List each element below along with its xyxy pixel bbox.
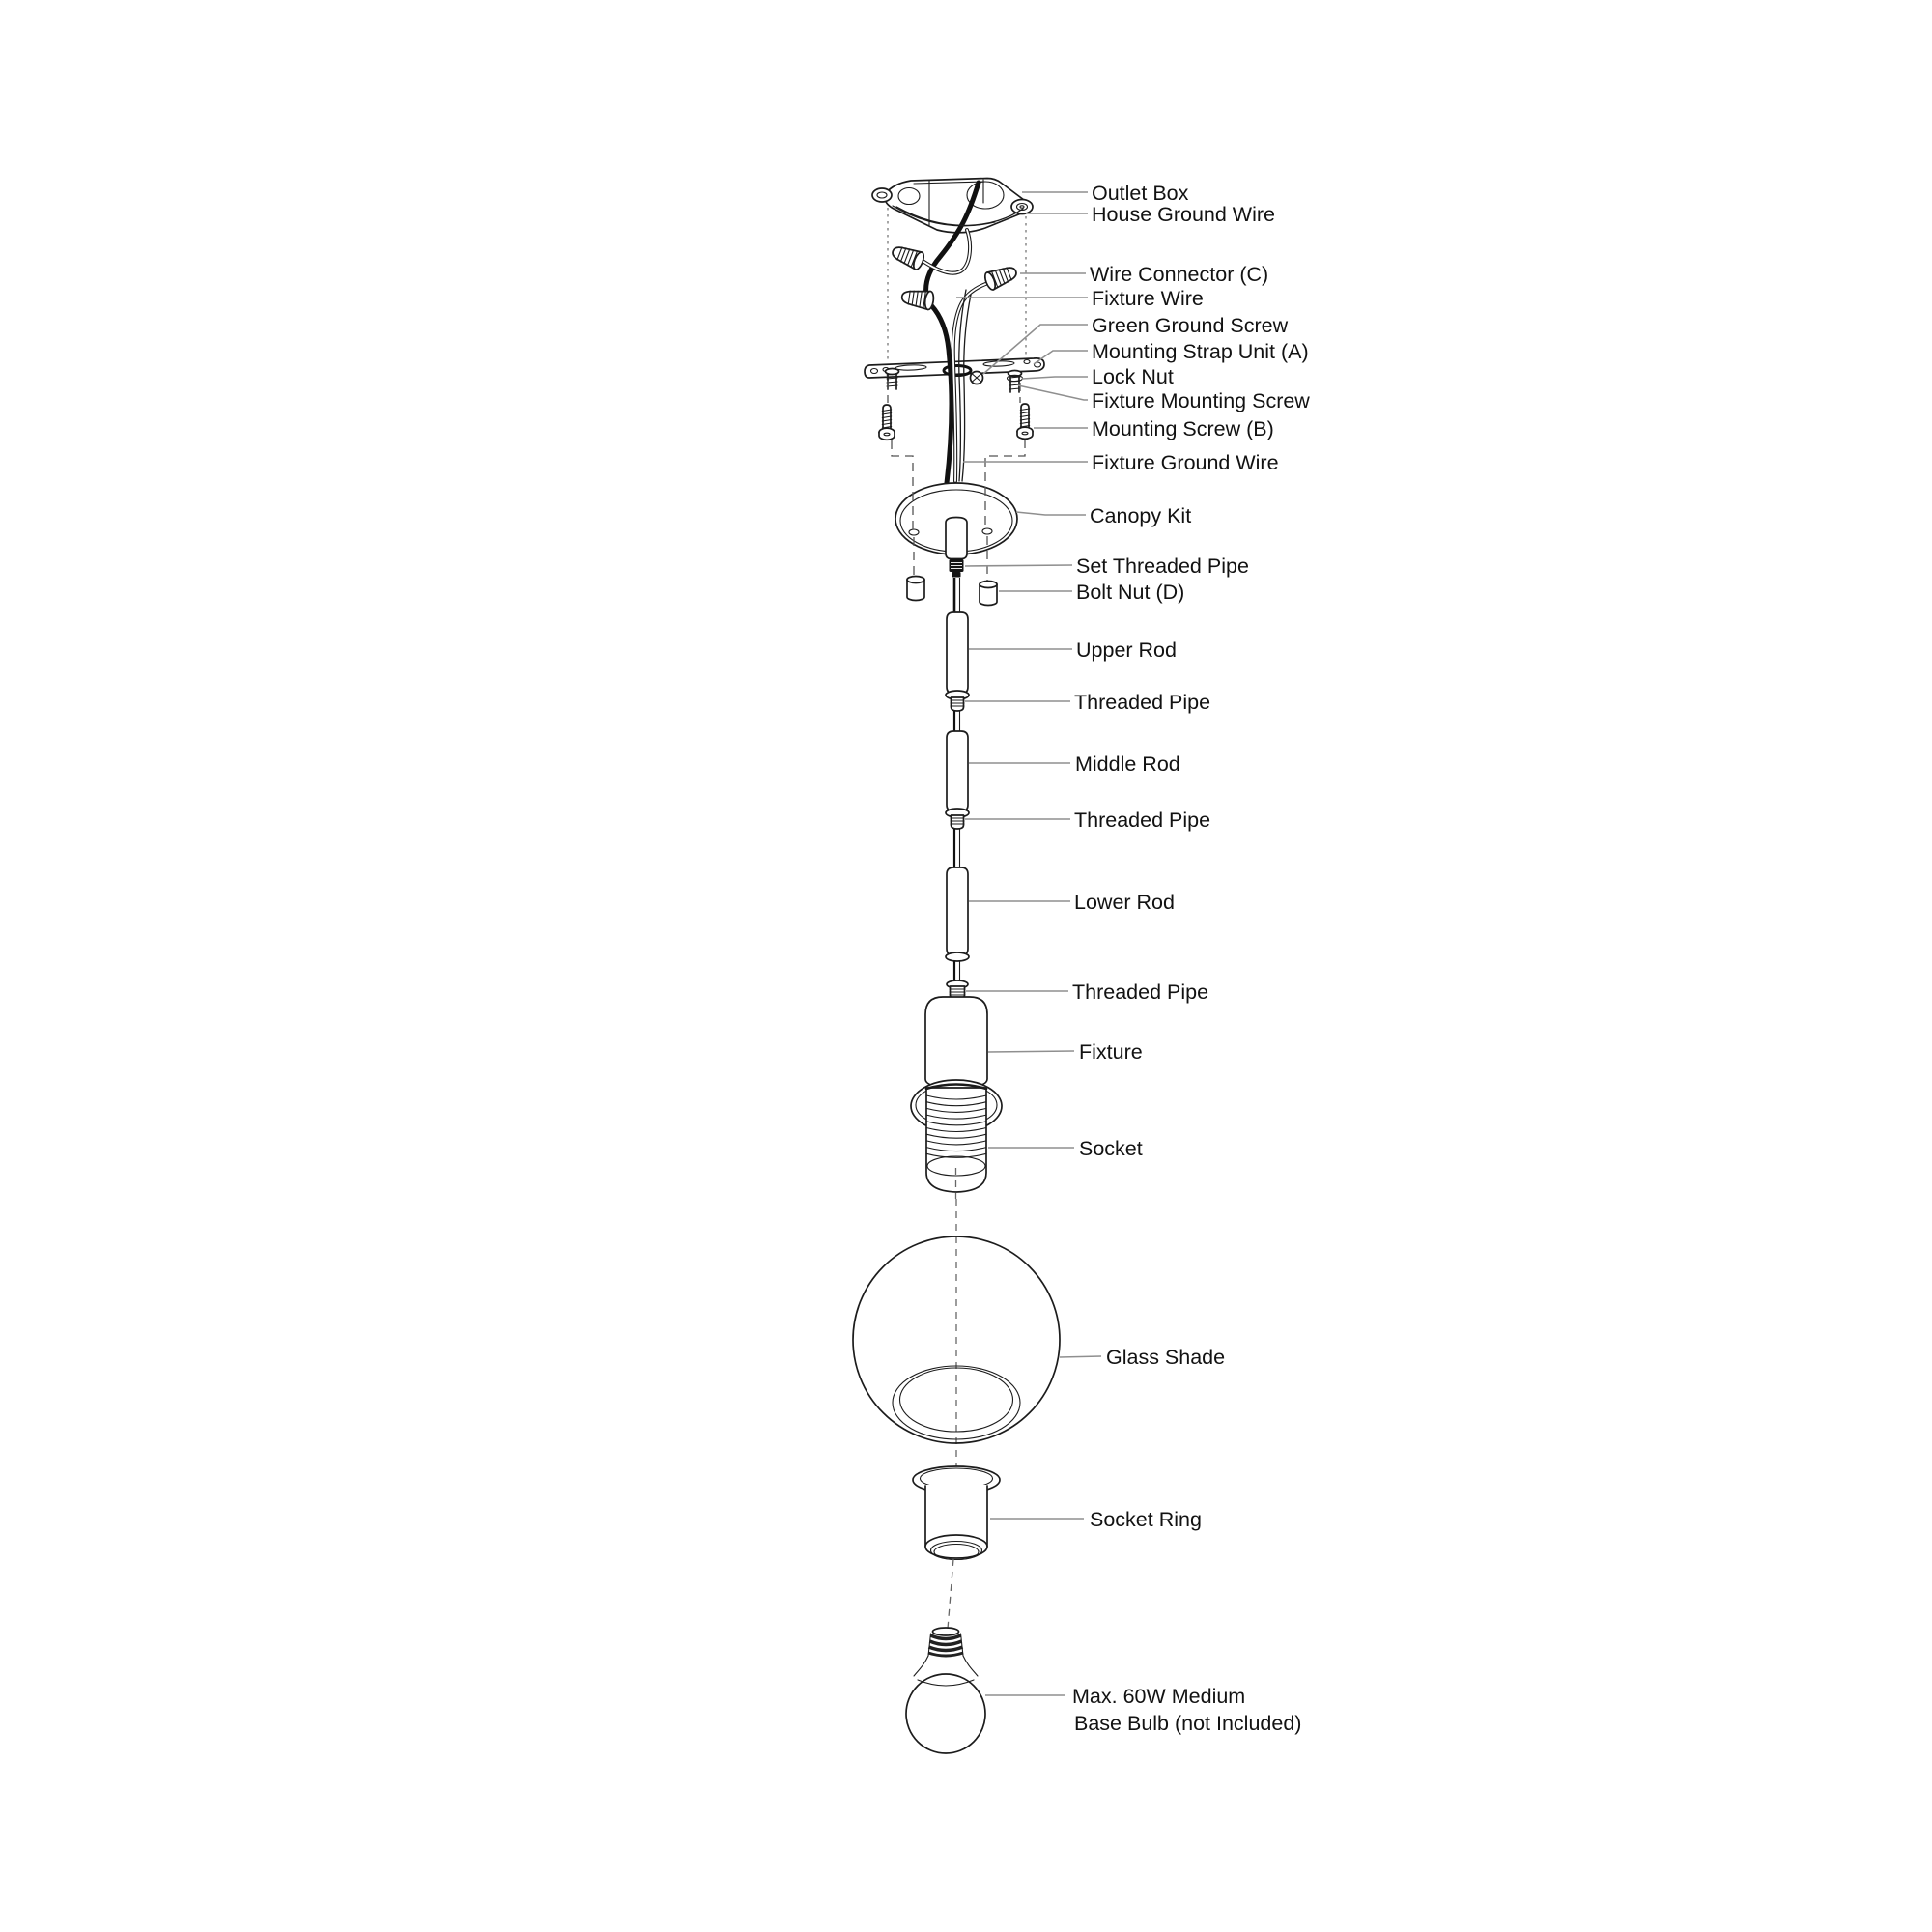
labels [1072, 182, 1310, 1735]
knockout-circle [898, 188, 920, 205]
wire-connector-1 [890, 242, 925, 270]
mounting-screw-left [879, 405, 895, 440]
label-fixture-ground-wire: Fixture Ground Wire [1092, 451, 1279, 474]
outlet-box-ear-right [1011, 200, 1033, 214]
fixture-wires [896, 207, 1023, 481]
label-wire-connector: Wire Connector (C) [1090, 263, 1269, 286]
label-upper-rod: Upper Rod [1076, 639, 1177, 662]
label-bulb-line1: Max. 60W Medium [1072, 1685, 1246, 1708]
label-house-ground-wire: House Ground Wire [1092, 203, 1275, 226]
bolt-nut-right [980, 582, 997, 606]
fixture-body [925, 997, 987, 1088]
green-ground-screw-part [971, 372, 983, 384]
label-mounting-screw: Mounting Screw (B) [1092, 417, 1274, 440]
outlet-box-ear-left [872, 188, 892, 202]
label-threaded-pipe-1: Threaded Pipe [1074, 691, 1211, 714]
middle-rod-part [946, 731, 969, 817]
label-fixture-wire: Fixture Wire [1092, 287, 1204, 310]
label-glass-shade: Glass Shade [1106, 1346, 1226, 1369]
label-socket: Socket [1079, 1137, 1143, 1160]
socket-part [911, 1080, 1002, 1192]
label-threaded-pipe-2: Threaded Pipe [1074, 809, 1211, 832]
socket-ring-part [913, 1466, 1000, 1560]
canopy-stem-tube [946, 518, 967, 559]
upper-rod-part [946, 612, 969, 699]
threaded-pipe-1-part [951, 697, 964, 731]
label-fixture-mounting-screw: Fixture Mounting Screw [1092, 389, 1310, 412]
label-green-ground-screw: Green Ground Screw [1092, 314, 1289, 337]
house-ground-wire-line [896, 207, 1023, 225]
label-outlet-box: Outlet Box [1092, 182, 1189, 205]
label-bulb-line2: Base Bulb (not Included) [1074, 1712, 1302, 1735]
bolt-nut-left [907, 577, 924, 601]
lower-rod-part [946, 867, 969, 982]
light-bulb [906, 1628, 985, 1753]
label-socket-ring: Socket Ring [1090, 1508, 1202, 1531]
wire-connector-2 [900, 288, 934, 310]
label-fixture: Fixture [1079, 1040, 1143, 1064]
wire-connector-3 [983, 263, 1019, 291]
label-mounting-strap: Mounting Strap Unit (A) [1092, 340, 1309, 363]
label-threaded-pipe-3: Threaded Pipe [1072, 980, 1209, 1004]
mounting-screw-right [1017, 404, 1033, 439]
threaded-pipe-2-part [951, 815, 964, 867]
label-set-threaded-pipe: Set Threaded Pipe [1076, 554, 1249, 578]
centerline [948, 1559, 953, 1629]
label-lock-nut: Lock Nut [1092, 365, 1174, 388]
label-lower-rod: Lower Rod [1074, 891, 1175, 914]
label-canopy-kit: Canopy Kit [1090, 504, 1192, 527]
label-bolt-nut: Bolt Nut (D) [1076, 581, 1185, 604]
set-threaded-pipe-part [950, 559, 964, 578]
label-middle-rod: Middle Rod [1075, 753, 1180, 776]
bulb-screw-base [933, 1628, 959, 1635]
